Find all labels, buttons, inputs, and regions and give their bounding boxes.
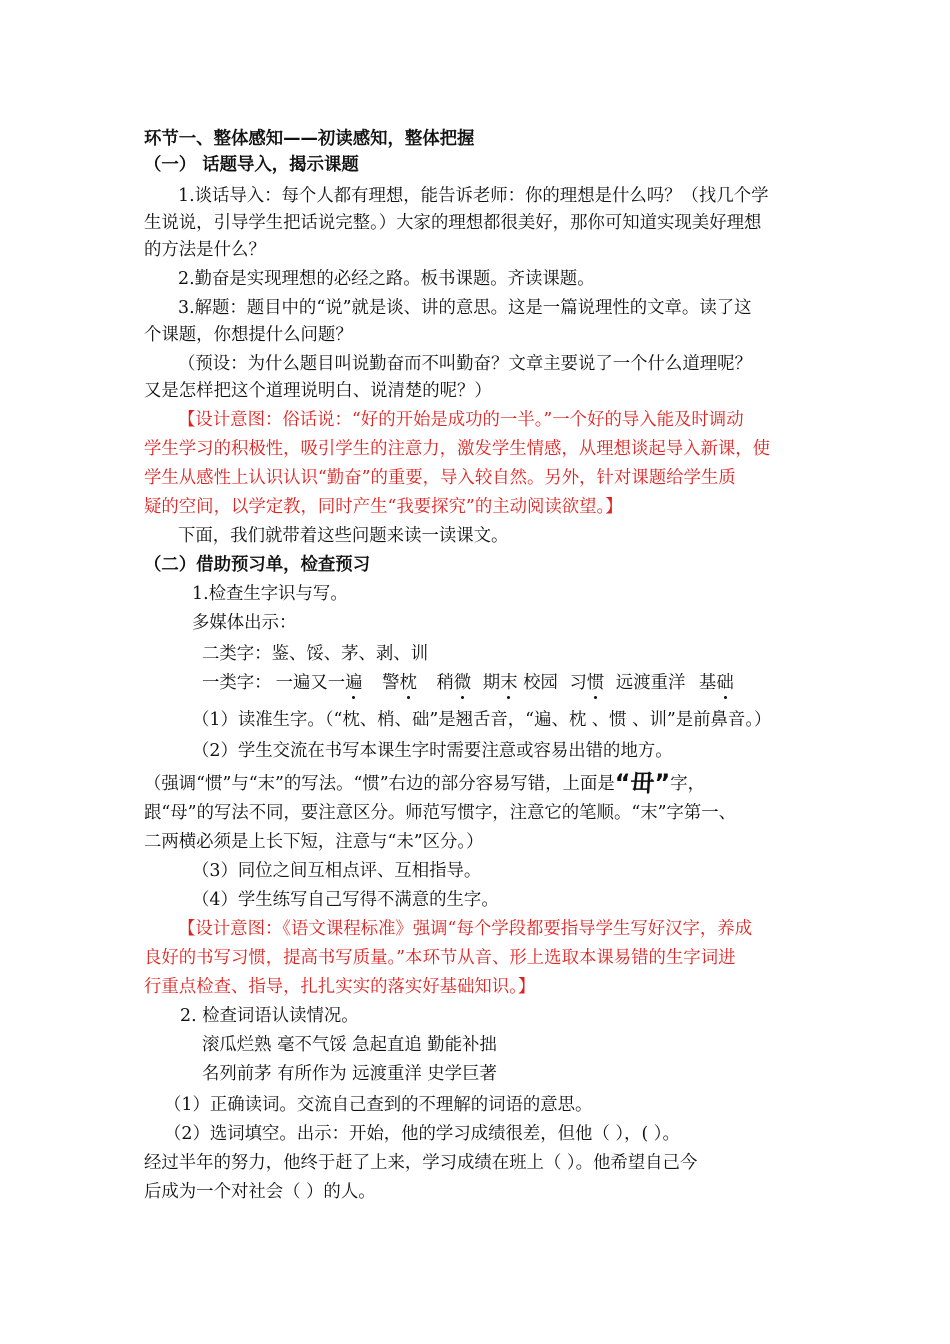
character-list-class-one <box>202 671 734 695</box>
word-item: 校园 <box>523 673 558 693</box>
paragraph-line: 1.谈话导入：每个人都有理想，能告诉老师：你的理想是什么吗？（找几个学 <box>178 186 769 206</box>
paragraph-line: （1）正确读词。交流自己查到的不理解的词语的意思。 <box>164 1095 593 1115</box>
section-heading: 环节一、整体感知——初读感知，整体把握 <box>144 129 475 149</box>
word-item: 警枕 <box>382 673 417 693</box>
paragraph-line: 生说说，引导学生把话说完整。）大家的理想都很美好，那你可知道实现美好理想 <box>144 213 762 233</box>
word-item: 远渡重洋 <box>615 673 686 693</box>
paragraph-line: 2. 检查词语认读情况。 <box>180 1006 359 1026</box>
word-item: 习惯 <box>569 673 605 693</box>
design-intent-line: 疑的空间，以学定教，同时产生“我要探究”的主动阅读欲望。】 <box>144 497 623 517</box>
emphasized-character: “毌” <box>614 769 671 797</box>
paragraph-line: （强调“惯”与“末”的写法。“惯”右边的部分容易写错，上面是“毌”字， <box>144 769 706 797</box>
word-item: 期末 <box>482 673 518 693</box>
paragraph-line: （预设：为什么题目叫说勤奋而不叫勤奋？文章主要说了一个什么道理呢？ <box>178 354 752 374</box>
paragraph-line: 又是怎样把这个道理说明白、说清楚的呢？） <box>144 381 492 401</box>
word-item: 基础 <box>698 673 734 693</box>
paragraph-line: 2.勤奋是实现理想的必经之路。板书课题。齐读课题。 <box>178 269 595 289</box>
paragraph-line: 的方法是什么？ <box>144 240 266 260</box>
dotted-character: 微 <box>453 673 472 693</box>
paragraph-line: （2）选词填空。出示：开始，他的学习成绩很差，但他（ ），( ）。 <box>164 1124 680 1144</box>
dotted-character: 惯 <box>586 673 605 693</box>
design-intent-line: 行重点检查、指导，扎扎实实的落实好基础知识。】 <box>144 977 536 997</box>
paragraph-line: 经过半年的努力，他终于赶了上来，学习成绩在班上（ ）。他希望自己今 <box>144 1153 698 1173</box>
word-item: 一遍又一遍 <box>275 673 363 693</box>
paragraph-line: 下面，我们就带着这些问题来读一读课文。 <box>178 526 509 546</box>
dotted-character: 础 <box>716 673 734 693</box>
paragraph-line: 二两横必须是上长下短，注意与“未”区分。） <box>144 832 484 852</box>
dotted-character: 遍 <box>345 673 363 693</box>
subsection-heading: （一） 话题导入，揭示课题 <box>144 155 359 175</box>
list-label: 一类字： <box>202 673 272 693</box>
paragraph-line: 1.检查生字识与写。 <box>192 584 348 604</box>
paragraph-line: 多媒体出示： <box>192 613 297 633</box>
dotted-character: 枕 <box>399 673 417 693</box>
paragraph-line: 跟“母”的写法不同，要注意区分。师范写惯字，注意它的笔顺。“末”字第一、 <box>144 803 737 823</box>
design-intent-line: 学生学习的积极性，吸引学生的注意力，激发学生情感，从理想谈起导入新课，使 <box>144 439 771 459</box>
design-intent-line: 【设计意图：《语文课程标准》强调“每个学段都要指导学生写好汉字，养成 <box>178 919 753 939</box>
design-intent-line: 【设计意图：俗话说：“好的开始是成功的一半。”一个好的导入能及时调动 <box>178 410 744 430</box>
vocabulary-row: 滚瓜烂熟 毫不气馁 急起直追 勤能补拙 <box>202 1035 497 1055</box>
design-intent-line: 学生从感性上认识认识“勤奋”的重要，导入较自然。另外，针对课题给学生质 <box>144 468 736 488</box>
dotted-character: 末 <box>500 673 518 693</box>
paragraph-line: 个课题，你想提什么问题？ <box>144 325 353 345</box>
paragraph-line: （2）学生交流在书写本课生字时需要注意或容易出错的地方。 <box>192 741 673 761</box>
design-intent-line: 良好的书写习惯，提高书写质量。”本环节从音、形上选取本课易错的生字词进 <box>144 948 736 968</box>
vocabulary-row: 名列前茅 有所作为 远渡重洋 史学巨著 <box>202 1064 497 1084</box>
subsection-heading: （二）借助预习单，检查预习 <box>144 555 371 575</box>
word-item: 稍微 <box>436 673 472 693</box>
character-list-class-two: 二类字：鉴、馁、茅、剥、训 <box>202 644 429 664</box>
paragraph-line: （3）同位之间互相点评、互相指导。 <box>192 861 482 881</box>
paragraph-line: （4）学生练写自己写得不满意的生字。 <box>192 890 499 910</box>
paragraph-line: 后成为一个对社会（ ）的人。 <box>144 1182 376 1202</box>
paragraph-line: （1）读准生字。（“枕、梢、础”是翘舌音，“遍、枕 、惯 、训”是前鼻音。） <box>192 710 772 730</box>
paragraph-line: 3.解题：题目中的“说”就是谈、讲的意思。这是一篇说理性的文章。读了这 <box>178 298 752 318</box>
